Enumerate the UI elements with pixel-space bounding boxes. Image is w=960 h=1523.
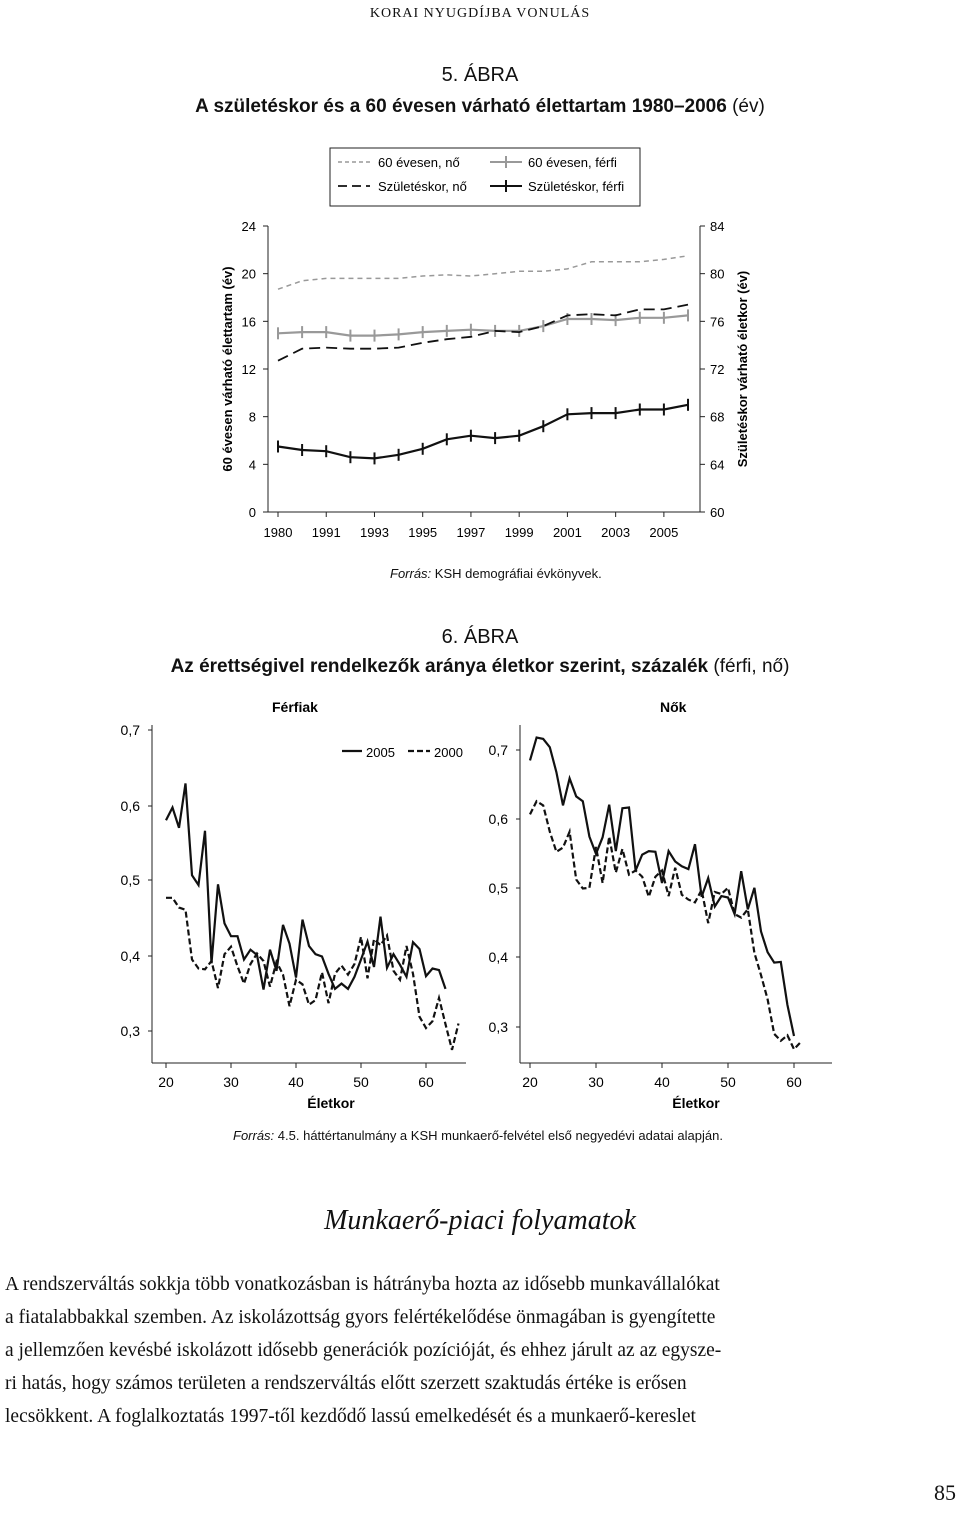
body-line: ri hatás, hogy számos területen a rendszerváltás előtt szerzett szaktudás értéke is erősen	[5, 1373, 687, 1394]
f6-panel-title-men: Férfiak	[272, 699, 318, 715]
f6-xtick-label: 60	[418, 1074, 434, 1090]
f5-ytick-left-label: 4	[248, 457, 256, 473]
f5-ytick-left-label: 12	[241, 362, 256, 377]
f5-xtick-label: 1991	[311, 525, 341, 540]
legend-label-f60: 60 évesen, nő	[378, 155, 460, 170]
body-line: a jellemzően kevésbé iskolázott idősebb generációk pozícióját, és ehhez járult az az egysze-	[5, 1340, 722, 1361]
f6-series-group	[166, 738, 801, 1050]
f6-ytick-label: 0,5	[488, 880, 508, 896]
f5-ytick-left-label: 8	[248, 409, 256, 425]
body-line: lecsökkent. A foglalkoztatás 1997-től kezdődő lassú emelkedését és a munkaerő-kereslet	[5, 1406, 696, 1427]
f5-ytick-left-label: 0	[248, 505, 256, 520]
figure5-number: 5. ÁBRA	[441, 64, 519, 86]
figure6-title	[0, 656, 960, 678]
figure6-chart	[0, 690, 960, 1120]
f6-ytick-label: 0,3	[488, 1019, 508, 1035]
figure6-source-text: 4.5. háttértanulmány a KSH munkaerő-felvétel első negyedévi adatai alapján.	[277, 1128, 723, 1143]
f5-ytick-right-label: 76	[710, 314, 725, 330]
f5-yticks	[242, 219, 725, 520]
f6-xtick-label: 30	[223, 1074, 239, 1090]
figure6-number: 6. ÁBRA	[441, 626, 519, 648]
f5-xtick-label: 2001	[552, 525, 582, 540]
running-head: KORAI NYUGDÍJBA VONULÁS	[369, 6, 591, 21]
f5-ytick-left-label: 24	[241, 219, 256, 234]
f6-xtick-label: 40	[654, 1074, 670, 1090]
f6-xtick-label: 30	[588, 1074, 604, 1090]
f5-xtick-label: 1999	[504, 525, 534, 540]
f5-ylabel-right: Születéskor várható életkor (év)	[735, 270, 750, 468]
f6-ticks	[121, 722, 802, 1090]
f6-xtick-label: 40	[288, 1074, 304, 1090]
body-line: a fiatalabbakkal szemben. Az iskolázottság gyors felértékelődése önmagában is gyengítette	[5, 1307, 716, 1328]
f5-ytick-right-label: 72	[710, 362, 725, 377]
f5-xtick-label: 1980	[263, 525, 293, 540]
f5-ytick-left-label: 16	[241, 314, 256, 330]
f6-panel-title-women: Nők	[660, 699, 687, 715]
f5-xtick-label: 2005	[649, 525, 679, 540]
figure6-source-label: Forrás:	[233, 1128, 275, 1143]
f6-ytick-label: 0,6	[120, 798, 140, 814]
legend-label-fb: Születéskor, nő	[378, 179, 467, 194]
f5-series-line-1	[278, 315, 688, 335]
f6-women-xlabel: Életkor	[672, 1095, 720, 1111]
f6-xtick-label: 50	[353, 1074, 369, 1090]
f5-xtick-label: 1995	[408, 525, 438, 540]
f5-xtick-label: 2003	[601, 525, 631, 540]
f6-ytick-label: 0,5	[120, 872, 140, 888]
section-heading: Munkaerő-piaci folyamatok	[324, 1205, 636, 1236]
legend-label-mb: Születéskor, férfi	[528, 179, 625, 194]
f5-ytick-right-label: 60	[710, 505, 725, 520]
f6-xtick-label: 20	[522, 1074, 538, 1090]
figure5-source-text: KSH demográfiai évkönyvek.	[434, 566, 602, 581]
figure5-legend	[330, 148, 640, 206]
f6-ytick-label: 0,3	[120, 1023, 140, 1039]
f6-legend-label-2005: 2005	[366, 745, 395, 760]
figure5-title-text: A születéskor és a 60 évesen várható élettartam 1980–2006	[195, 96, 727, 117]
figure5-source	[390, 566, 602, 581]
f6-legend-label-2000: 2000	[434, 745, 463, 760]
f5-ytick-right-label: 64	[710, 457, 725, 473]
f6-ytick-label: 0,7	[120, 722, 140, 738]
f6-ytick-label: 0,6	[488, 811, 508, 827]
f6-panel1-series-2005	[530, 738, 794, 1037]
figure6-title-unit: (férfi, nő)	[713, 656, 790, 677]
figure5-title	[0, 96, 960, 118]
figure5-source-label: Forrás:	[390, 566, 432, 581]
figure5-chart	[0, 140, 960, 560]
page-number: 85	[934, 1480, 956, 1505]
f5-xtick-label: 1997	[456, 525, 486, 540]
f5-ytick-left-label: 20	[241, 266, 256, 282]
f6-ytick-label: 0,7	[488, 742, 508, 758]
f5-series-line-3	[278, 405, 688, 459]
f5-ytick-right-label: 84	[710, 219, 725, 234]
body-paragraph	[5, 1268, 955, 1433]
body-line: A rendszerváltás sokkja több vonatkozásban is hátrányba hozta az idősebb munkavállalókat	[5, 1274, 720, 1295]
f5-series-group	[278, 256, 688, 465]
figure6-source	[233, 1128, 723, 1143]
figure5-title-unit: (év)	[732, 96, 765, 117]
f6-men-xlabel: Életkor	[307, 1095, 355, 1111]
f5-ytick-right-label: 68	[710, 409, 725, 425]
f6-xtick-label: 50	[720, 1074, 736, 1090]
f6-ytick-label: 0,4	[488, 949, 508, 965]
f5-series-line-0	[278, 256, 688, 289]
f6-ytick-label: 0,4	[120, 948, 140, 964]
f5-xtick-label: 1993	[360, 525, 389, 540]
f6-xtick-label: 60	[786, 1074, 802, 1090]
f5-series-line-2	[278, 305, 688, 361]
legend-label-m60: 60 évesen, férfi	[528, 155, 617, 170]
f5-ylabel-left: 60 évesen várható élettartam (év)	[220, 266, 235, 472]
f5-ytick-right-label: 80	[710, 266, 725, 282]
f6-xtick-label: 20	[158, 1074, 174, 1090]
f5-xticks	[264, 512, 679, 540]
f6-legend	[342, 745, 463, 760]
figure6-title-text: Az érettségivel rendelkezők aránya életkor szerint, százalék	[170, 656, 709, 677]
